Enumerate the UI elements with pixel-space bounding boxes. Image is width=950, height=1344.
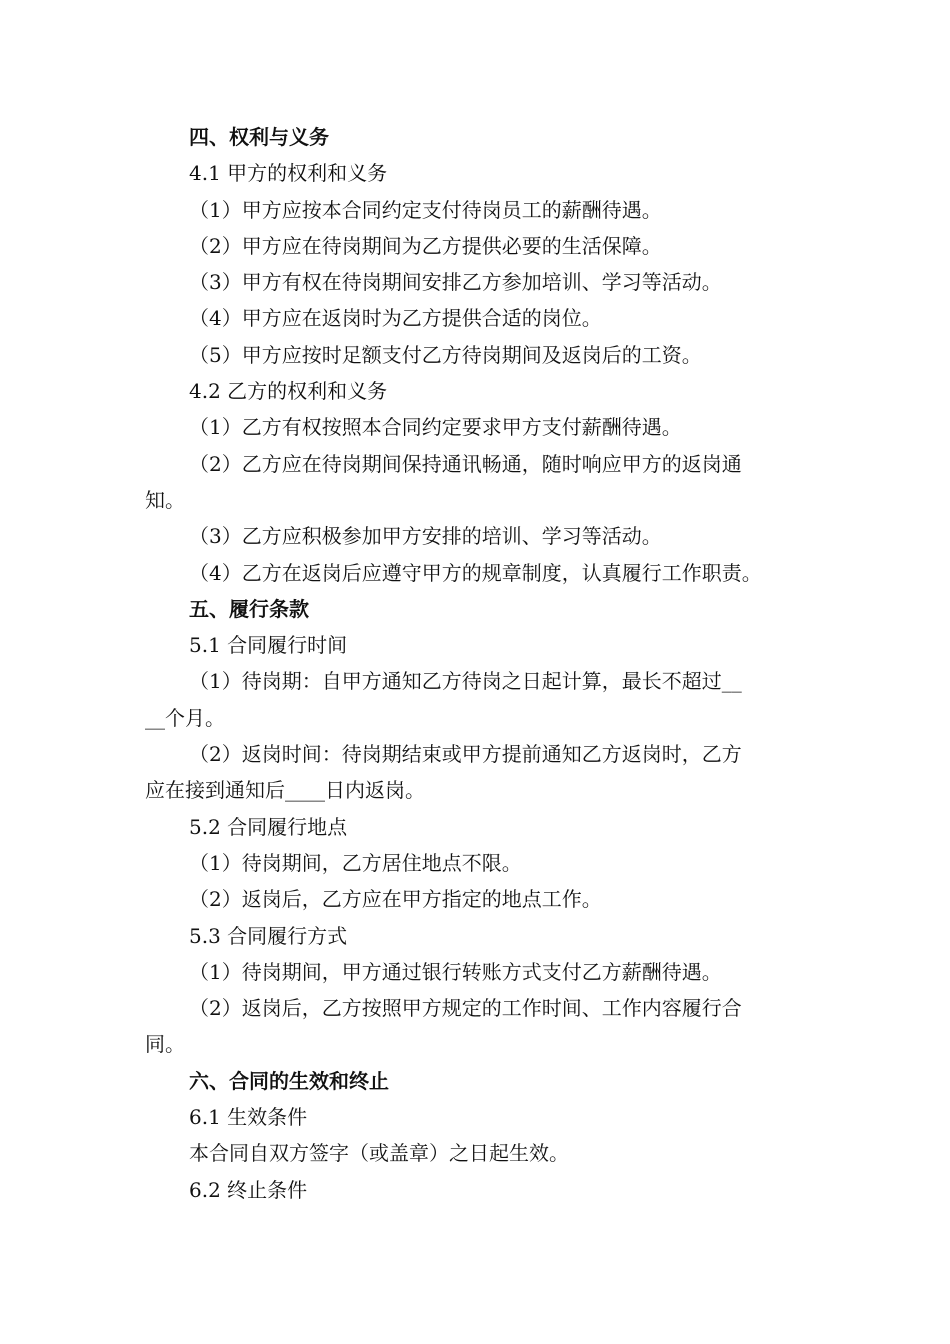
clause-item: （2）返岗时间：待岗期结束或甲方提前通知乙方返岗时，乙方 xyxy=(189,742,742,767)
clause-continuation: 同。 xyxy=(145,1032,185,1057)
clause-item: （4）甲方应在返岗时为乙方提供合适的岗位。 xyxy=(189,306,602,331)
clause-item: （1）待岗期间，乙方居住地点不限。 xyxy=(189,850,522,875)
clause-item: （1）待岗期：自甲方通知乙方待岗之日起计算，最长不超过__ xyxy=(189,669,742,694)
clause-item: （2）返岗后，乙方按照甲方规定的工作时间、工作内容履行合 xyxy=(189,996,742,1021)
clause-item: （3）甲方有权在待岗期间安排乙方参加培训、学习等活动。 xyxy=(189,270,722,295)
subsection-6-1: 6.1 生效条件 xyxy=(189,1105,308,1130)
section-heading-performance: 五、履行条款 xyxy=(189,596,309,621)
subsection-6-2: 6.2 终止条件 xyxy=(189,1177,308,1202)
subsection-5-1: 5.1 合同履行时间 xyxy=(189,633,348,658)
section-heading-rights: 四、权利与义务 xyxy=(189,125,329,149)
section-heading-effect-termination: 六、合同的生效和终止 xyxy=(189,1068,389,1093)
clause-continuation: 知。 xyxy=(145,487,185,512)
clause-item: （1）甲方应按本合同约定支付待岗员工的薪酬待遇。 xyxy=(189,197,662,222)
clause-item: （3）乙方应积极参加甲方安排的培训、学习等活动。 xyxy=(189,524,662,549)
subsection-4-2: 4.2 乙方的权利和义务 xyxy=(189,379,388,404)
subsection-5-3: 5.3 合同履行方式 xyxy=(189,923,348,948)
clause-item: （2）乙方应在待岗期间保持通讯畅通，随时响应甲方的返岗通 xyxy=(189,451,742,476)
clause-item: （5）甲方应按时足额支付乙方待岗期间及返岗后的工资。 xyxy=(189,342,702,367)
clause-item: （2）甲方应在待岗期间为乙方提供必要的生活保障。 xyxy=(189,233,662,258)
subsection-4-1: 4.1 甲方的权利和义务 xyxy=(189,161,388,186)
clause-item: （1）乙方有权按照本合同约定要求甲方支付薪酬待遇。 xyxy=(189,415,682,440)
clause-item: （2）返岗后，乙方应在甲方指定的地点工作。 xyxy=(189,887,602,912)
clause-item: （1）待岗期间，甲方通过银行转账方式支付乙方薪酬待遇。 xyxy=(189,959,722,984)
subsection-5-2: 5.2 合同履行地点 xyxy=(189,814,348,839)
clause-text: 本合同自双方签字（或盖章）之日起生效。 xyxy=(189,1141,569,1166)
clause-item: （4）乙方在返岗后应遵守甲方的规章制度，认真履行工作职责。 xyxy=(189,560,762,585)
clause-continuation: 应在接到通知后____日内返岗。 xyxy=(145,778,425,803)
document-body xyxy=(145,119,815,1208)
clause-continuation: __个月。 xyxy=(145,705,225,730)
